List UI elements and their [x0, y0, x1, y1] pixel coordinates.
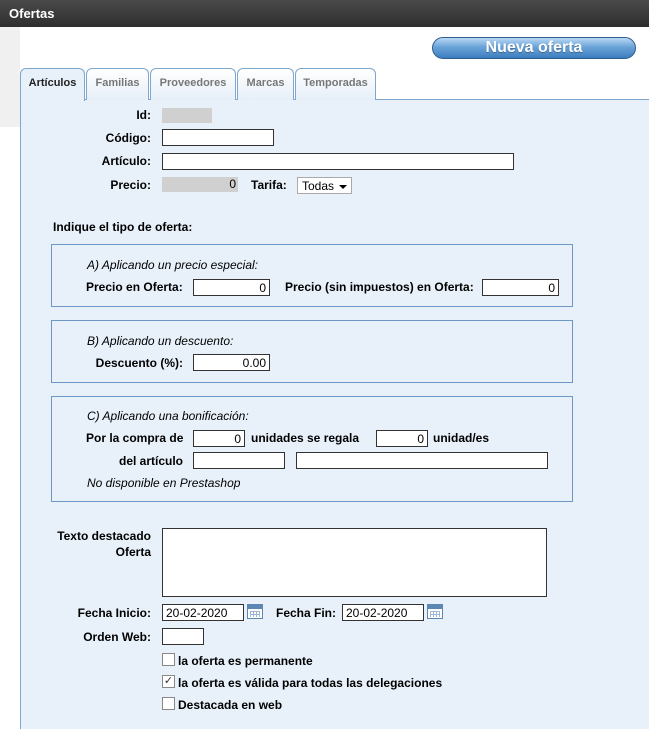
- fecha-inicio-label: Fecha Inicio:: [77, 606, 151, 620]
- left-strip: [0, 27, 20, 127]
- unidades-label: unidad/es: [433, 431, 490, 445]
- section-a-title: A) Aplicando un precio especial:: [87, 258, 258, 272]
- precio-value: 0: [162, 177, 238, 192]
- calendar-icon[interactable]: [427, 604, 443, 619]
- new-offer-button[interactable]: Nueva oferta: [432, 37, 636, 59]
- check-icon: ✓: [163, 675, 174, 687]
- compra-label: Por la compra de: [86, 431, 184, 445]
- articulo-label: Artículo:: [101, 154, 151, 168]
- descuento-label: Descuento (%):: [95, 356, 183, 370]
- permanente-checkbox[interactable]: [162, 653, 175, 666]
- tab-temporadas[interactable]: Temporadas: [295, 68, 376, 100]
- chevron-down-icon: [339, 185, 347, 189]
- tab-marcas[interactable]: Marcas: [237, 68, 294, 100]
- articulo-input[interactable]: [162, 153, 514, 170]
- todas-delegaciones-checkbox[interactable]: [162, 675, 175, 688]
- precio-oferta-label: Precio en Oferta:: [86, 280, 183, 294]
- precio-sin-impuestos-input[interactable]: 0: [482, 279, 559, 296]
- texto-destacado-label-1: Texto destacado: [57, 529, 151, 543]
- fecha-fin-label: Fecha Fin:: [276, 606, 337, 620]
- section-b-title: B) Aplicando un descuento:: [87, 334, 234, 348]
- section-discount: [51, 320, 573, 383]
- bonus-articulo-name-input[interactable]: [296, 452, 548, 469]
- section-special-price: [51, 244, 573, 307]
- prestashop-note: No disponible en Prestashop: [87, 476, 241, 490]
- fecha-fin-input[interactable]: 20-02-2020: [342, 604, 424, 621]
- id-label: Id:: [136, 108, 151, 122]
- tab-articulos[interactable]: Artículos: [20, 68, 85, 101]
- bonus-articulo-code-input[interactable]: [193, 452, 285, 469]
- tarifa-label: Tarifa:: [251, 178, 287, 192]
- regala-label: unidades se regala: [251, 431, 360, 445]
- offer-type-prompt: Indique el tipo de oferta:: [53, 220, 193, 234]
- texto-destacado-label-2: Oferta: [115, 545, 151, 559]
- descuento-input[interactable]: 0.00: [193, 354, 270, 371]
- todas-delegaciones-label: la oferta es válida para todas las delegaciones: [178, 676, 443, 690]
- fecha-inicio-input[interactable]: 20-02-2020: [162, 604, 244, 621]
- tab-proveedores[interactable]: Proveedores: [150, 68, 236, 100]
- tarifa-selected: Todas: [302, 179, 335, 193]
- window-title: Ofertas: [0, 0, 649, 27]
- precio-label: Precio:: [110, 178, 151, 192]
- tarifa-select[interactable]: [297, 177, 352, 194]
- precio-sin-impuestos-label: Precio (sin impuestos) en Oferta:: [285, 280, 474, 294]
- codigo-label: Código:: [105, 131, 151, 145]
- section-c-title: C) Aplicando una bonificación:: [87, 409, 249, 423]
- calendar-icon[interactable]: [247, 604, 263, 619]
- permanente-label: la oferta es permanente: [178, 654, 313, 668]
- destacada-web-checkbox[interactable]: [162, 697, 175, 710]
- regala-units-input[interactable]: 0: [376, 430, 428, 447]
- destacada-web-label: Destacada en web: [178, 698, 283, 712]
- orden-web-input[interactable]: [162, 628, 204, 645]
- texto-destacado-textarea[interactable]: [162, 528, 547, 597]
- codigo-input[interactable]: [162, 129, 274, 146]
- precio-oferta-input[interactable]: 0: [193, 279, 270, 296]
- tab-familias[interactable]: Familias: [86, 68, 149, 100]
- compra-units-input[interactable]: 0: [193, 430, 245, 447]
- orden-web-label: Orden Web:: [83, 630, 151, 644]
- bonus-articulo-label: del artículo: [118, 454, 183, 468]
- id-value: [162, 108, 212, 123]
